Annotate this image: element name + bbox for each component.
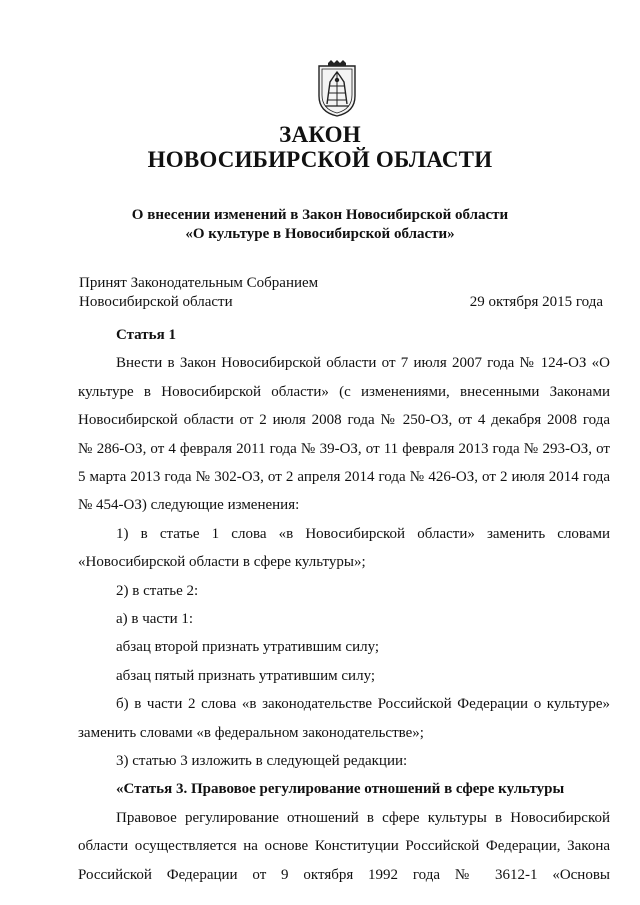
text-line: а) в части 1: xyxy=(116,611,194,627)
novosibirsk-coat-of-arms-icon xyxy=(316,60,358,118)
text-line: области осуществляется на основе Конституции Российской Федерации, Закона xyxy=(78,838,610,854)
text-line: Внести в Закон Новосибирской области от 7 июля 2007 года № 124-ОЗ «О xyxy=(116,355,610,371)
text-line: № 454-ОЗ) следующие изменения: xyxy=(78,497,300,513)
text-line: б) в части 2 слова «в законодательстве Российской Федерации о культуре» xyxy=(116,696,610,712)
text-line: Российской Федерации от 9 октября 1992 года № 3612-1 «Основы xyxy=(78,867,610,883)
text-line: Правовое регулирование отношений в сфере культуры в Новосибирской xyxy=(116,810,610,826)
text-line: 5 марта 2013 года № 302-ОЗ, от 2 апреля 2014 года № 426-ОЗ, от 2 июля 2014 года xyxy=(78,469,610,485)
text-line: № 286-ОЗ, от 4 февраля 2011 года № 39-ОЗ, от 11 февраля 2013 года № 293-ОЗ, от xyxy=(78,441,610,457)
law-subtitle-line2: «О культуре в Новосибирской области» xyxy=(185,226,455,242)
law-title-line1: ЗАКОН xyxy=(279,122,361,147)
text-line: 1) в статье 1 слова «в Новосибирской области» заменить словами xyxy=(116,526,610,542)
law-title-line2: НОВОСИБИРСКОЙ ОБЛАСТИ xyxy=(147,147,493,172)
adoption-date: 29 октября 2015 года xyxy=(469,294,603,310)
text-line: «Новосибирской области в сфере культуры»; xyxy=(78,554,366,570)
adoption-line2: Новосибирской области xyxy=(79,294,233,310)
adoption-line1: Принят Законодательным Собранием xyxy=(79,275,319,291)
text-line: 2) в статье 2: xyxy=(116,583,199,599)
text-line: Новосибирской области от 2 июля 2008 года № 250-ОЗ, от 4 декабря 2008 года xyxy=(78,412,610,428)
article-3-heading: «Статья 3. Правовое регулирование отношений в сфере культуры xyxy=(116,781,565,797)
law-subtitle-line1: О внесении изменений в Закон Новосибирской области xyxy=(131,207,509,223)
text-line: культуре в Новосибирской области» (с изменениями, внесенными Законами xyxy=(78,384,610,400)
text-line: 3) статью 3 изложить в следующей редакции: xyxy=(116,753,408,769)
text-line: абзац второй признать утратившим силу; xyxy=(116,639,380,655)
article-heading: Статья 1 xyxy=(116,327,176,343)
text-line: заменить словами «в федеральном законодательстве»; xyxy=(78,725,424,741)
text-line: абзац пятый признать утратившим силу; xyxy=(116,668,376,684)
